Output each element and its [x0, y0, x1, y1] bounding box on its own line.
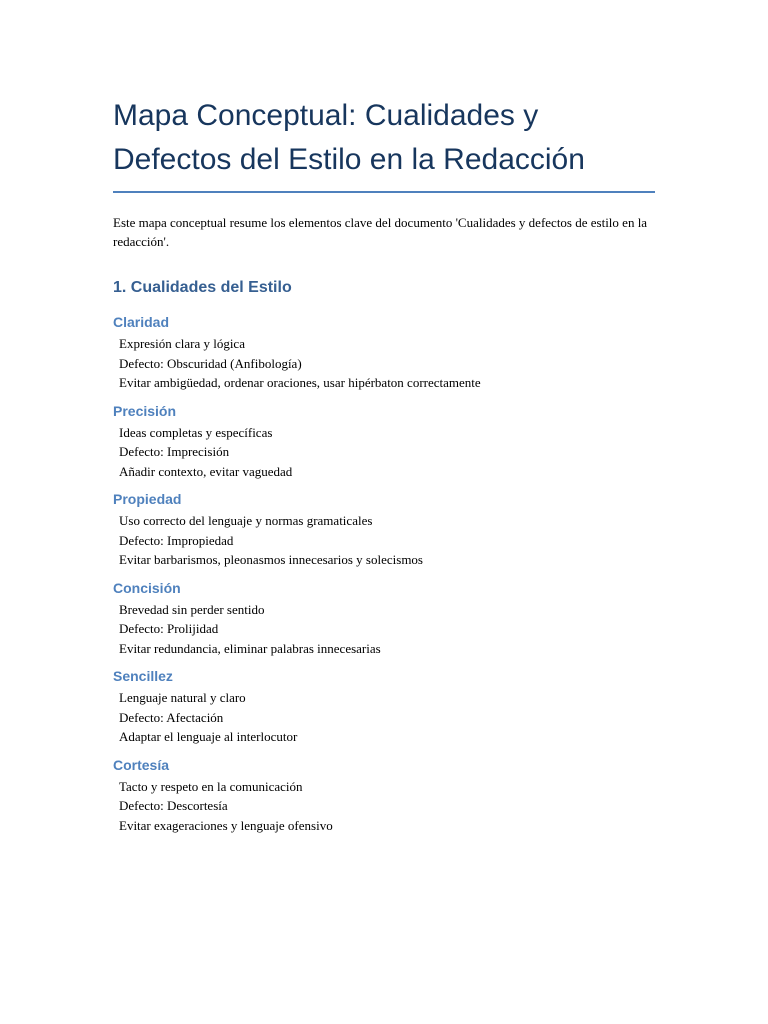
quality-block: [113, 579, 655, 659]
list-item: Adaptar el lenguaje al interlocutor: [119, 729, 298, 744]
list-item: Brevedad sin perder sentido: [119, 601, 265, 617]
quality-lines: [113, 423, 655, 482]
list-item: Defecto: Impropiedad: [119, 532, 234, 548]
quality-lines: [113, 777, 655, 836]
quality-heading: Propiedad: [113, 491, 182, 507]
intro-paragraph: Este mapa conceptual resume los elementos clave del documento 'Cualidades y defectos de estilo en la redacción'.: [113, 215, 648, 249]
list-item: Tacto y respeto en la comunicación: [119, 778, 303, 794]
list-item: Uso correcto del lenguaje y normas gramaticales: [119, 513, 373, 528]
title-line-1: Mapa Conceptual: Cualidades y: [113, 99, 539, 132]
quality-lines: [113, 688, 655, 747]
title-line-2: Defectos del Estilo en la Redacción: [113, 143, 585, 176]
quality-heading: Claridad: [113, 314, 170, 330]
qualities-list: [113, 313, 655, 835]
quality-heading: Cortesía: [113, 756, 170, 773]
quality-lines: [113, 334, 655, 393]
quality-block: [113, 667, 655, 747]
list-item: Defecto: Prolijidad: [119, 621, 219, 636]
list-item: Defecto: Imprecisión: [119, 444, 230, 459]
quality-block: [113, 402, 655, 482]
quality-block: [113, 756, 655, 836]
list-item: Evitar barbarismos, pleonasmos innecesarios y solecismos: [119, 552, 423, 567]
list-item: Evitar ambigüedad, ordenar oraciones, usar hipérbaton correctamente: [119, 375, 481, 390]
list-item: Añadir contexto, evitar vaguedad: [119, 463, 293, 479]
quality-heading: Concisión: [113, 579, 181, 596]
quality-heading: Sencillez: [113, 668, 173, 684]
list-item: Evitar exageraciones y lenguaje ofensivo: [119, 817, 333, 833]
quality-block: [113, 490, 655, 570]
list-item: Defecto: Afectación: [119, 709, 224, 725]
quality-lines: [113, 511, 655, 570]
list-item: Defecto: Obscuridad (Anfibología): [119, 355, 302, 371]
document-title: [113, 94, 653, 182]
list-item: Expresión clara y lógica: [119, 336, 245, 351]
section-heading: 1. Cualidades del Estilo: [113, 279, 292, 296]
list-item: Defecto: Descortesía: [119, 798, 228, 813]
list-item: Lenguaje natural y claro: [119, 690, 246, 705]
title-divider: [113, 191, 655, 193]
quality-lines: [113, 600, 655, 659]
list-item: Evitar redundancia, eliminar palabras innecesarias: [119, 640, 381, 656]
list-item: Ideas completas y específicas: [119, 424, 273, 440]
quality-block: [113, 313, 655, 393]
quality-heading: Precisión: [113, 402, 177, 419]
